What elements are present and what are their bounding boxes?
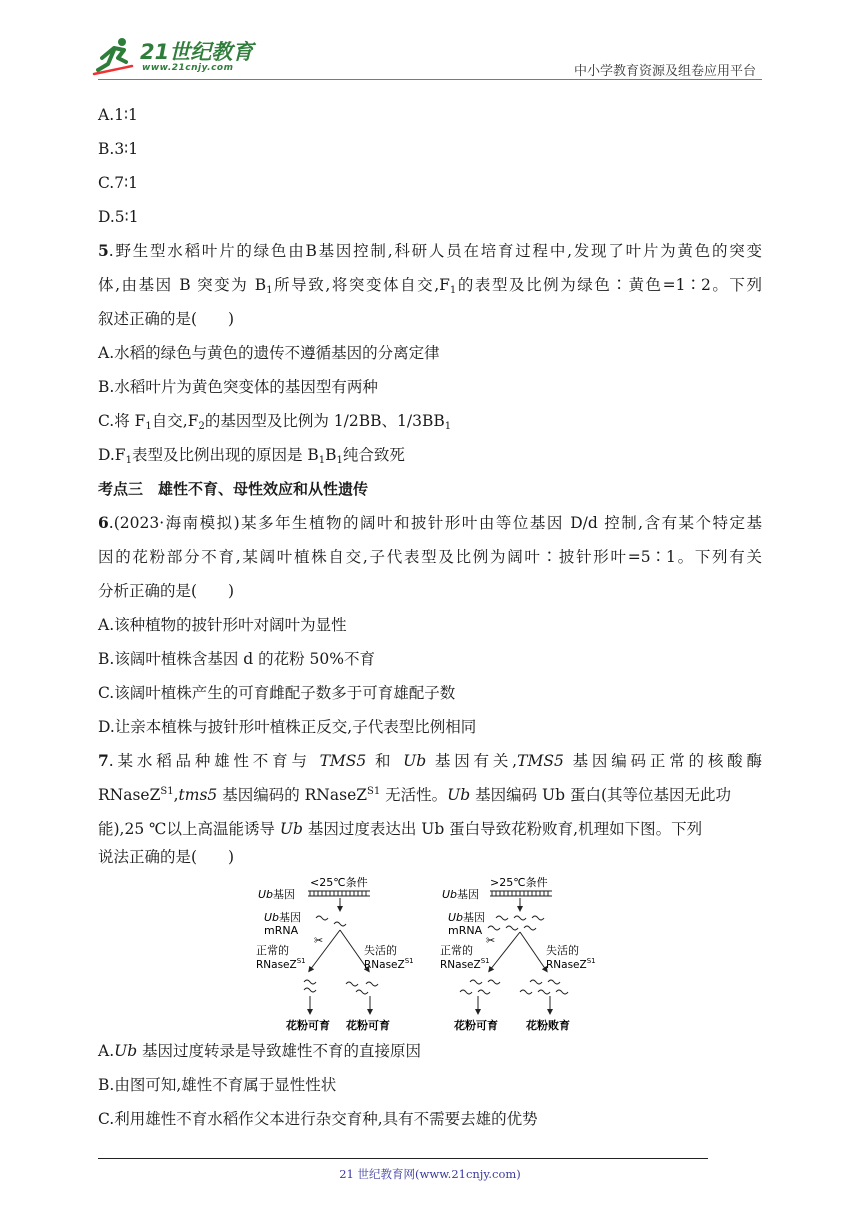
- q5-d-3: B: [325, 446, 337, 464]
- right-inactive-sup: S1: [586, 957, 596, 965]
- q5-sub-b1: 1: [266, 285, 273, 296]
- q5-c-2: 自交,F: [151, 412, 199, 430]
- left-gene-name: Ub: [258, 888, 274, 901]
- left-mrna-gene-label: [264, 910, 301, 924]
- q7-a-2: Ub: [114, 1042, 138, 1060]
- left-normal-label-1: 正常的: [256, 944, 289, 957]
- runner-logo-icon: [92, 36, 138, 76]
- q5-text-2e: 的表型及比例为绿色∶黄色=1∶2。下列: [456, 276, 762, 294]
- header-divider: [98, 79, 762, 80]
- q5-c-sub3: 1: [444, 421, 452, 432]
- q7-t2c: ,: [173, 786, 179, 804]
- diagram-right-panel: [440, 875, 596, 1032]
- q7-stem-line-2: [98, 784, 762, 806]
- right-normal-enzyme: RNaseZ: [440, 959, 481, 971]
- left-fragments-icon: [304, 980, 378, 994]
- q7-t2d: tms5: [178, 786, 218, 804]
- right-dna-icon: [490, 891, 552, 896]
- q7-t2e: 基因编码的 RNaseZ: [217, 786, 368, 804]
- left-inactive-enzyme: RNaseZ: [364, 959, 405, 971]
- right-gene-label: [442, 887, 479, 901]
- q7-stem-line-4: 说法正确的是( ): [98, 848, 235, 866]
- q5-d-sub1: 1: [125, 455, 132, 466]
- q4-option-c: C.7∶1: [98, 174, 138, 192]
- q7-option-a: [98, 1040, 762, 1062]
- left-mrna-gene: Ub: [264, 911, 280, 924]
- q5-option-d: [98, 444, 762, 466]
- q5-text-1: .野生型水稻叶片的绿色由B基因控制,科研人员在培育过程中,发现了叶片为黄色的突变: [108, 242, 762, 260]
- header-platform-name: 中小学教育资源及组卷应用平台: [573, 64, 756, 79]
- left-normal-enzyme: RNaseZ: [256, 959, 297, 971]
- q5-stem-line-2: [98, 274, 762, 296]
- q5-stem-line-3: 叙述正确的是( ): [98, 310, 235, 328]
- left-normal-label-2: [256, 957, 306, 971]
- site-logo: [92, 36, 262, 76]
- right-inactive-enzyme: RNaseZ: [546, 959, 587, 971]
- q5-d-sub2: 1: [318, 455, 326, 466]
- left-inactive-sup: S1: [404, 957, 414, 965]
- right-mrna-suffix: 基因: [463, 911, 486, 924]
- q7-t1b: TMS5: [319, 752, 367, 770]
- q7-number: 7: [98, 751, 109, 770]
- q5-option-b: B.水稻叶片为黄色突变体的基因型有两种: [98, 378, 378, 396]
- q7-option-b: B.由图可知,雄性不育属于显性性状: [98, 1076, 337, 1094]
- footer-divider: [98, 1158, 708, 1159]
- right-mrna-gene-label: [448, 910, 485, 924]
- q7-t1a: .某水稻品种雄性不育与: [108, 752, 311, 770]
- mechanism-diagram: [248, 872, 618, 1037]
- q6-text-1: .(2023·海南模拟)某多年生植物的阔叶和披针形叶由等位基因 D/d 控制,含有某个特定基: [108, 514, 762, 532]
- left-mrna-wave-icon: [316, 916, 346, 926]
- left-condition-label: <25℃条件: [310, 876, 368, 889]
- q7-t2i: 基因编码 Ub 蛋白(其等位基因无此功: [470, 786, 731, 804]
- right-gene-name: Ub: [442, 888, 458, 901]
- left-result-normal: 花粉可育: [286, 1019, 330, 1032]
- right-scissors-icon: ✂: [486, 934, 496, 947]
- q6-option-a: A.该种植物的披针形叶对阔叶为显性: [98, 616, 347, 634]
- q7-sup-1: S1: [160, 786, 174, 797]
- q5-d-2: 表型及比例出现的原因是 B: [131, 446, 319, 464]
- left-inactive-label-2: [364, 957, 414, 971]
- right-mrna-label: mRNA: [448, 924, 483, 937]
- q5-c-sub2: 2: [198, 421, 205, 432]
- q6-stem-line-1: [98, 512, 762, 534]
- q6-option-c: C.该阔叶植株产生的可育雌配子数多于可育雄配子数: [98, 684, 456, 702]
- q6-number: 6: [98, 513, 109, 532]
- q5-stem-line-1: [98, 240, 762, 262]
- left-dna-icon: [308, 891, 370, 896]
- left-gene-suffix: 基因: [273, 888, 296, 901]
- q7-t1e: 基因有关,: [434, 752, 518, 770]
- logo-url: www.21cnjy.com: [142, 63, 234, 73]
- q7-stem-line-3: [98, 818, 762, 840]
- q7-a-1: A.: [98, 1042, 115, 1060]
- q5-option-a: A.水稻的绿色与黄色的遗传不遵循基因的分离定律: [98, 344, 440, 362]
- q7-t1d: Ub: [403, 752, 427, 770]
- q7-t1f: TMS5: [517, 752, 564, 770]
- q7-t3c: 基因过度表达出 Ub 蛋白导致花粉败育,机理如下图。下列: [302, 820, 703, 838]
- right-normal-label-2: [440, 957, 490, 971]
- left-scissors-icon: ✂: [314, 934, 324, 947]
- page-header: [0, 0, 860, 80]
- right-normal-sup: S1: [480, 957, 490, 965]
- q6-option-d: D.让亲本植株与披针形叶植株正反交,子代表型比例相同: [98, 718, 477, 736]
- q7-t2g: 无活性。: [380, 786, 448, 804]
- q5-d-4: 纯合致死: [342, 446, 405, 464]
- left-result-inactive: 花粉可育: [346, 1019, 390, 1032]
- right-inactive-label-2: [546, 957, 596, 971]
- q5-c-3: 的基因型及比例为 1/2BB、1/3BB: [204, 412, 445, 430]
- q4-option-a: A.1∶1: [98, 106, 138, 124]
- q5-sub-f1: 1: [449, 285, 457, 296]
- left-gene-label: [258, 887, 295, 901]
- footer-link[interactable]: 21 世纪教育网(www.21cnjy.com): [339, 1167, 521, 1181]
- right-gene-suffix: 基因: [457, 888, 480, 901]
- q7-t1c: 和: [375, 752, 395, 770]
- diagram-left-panel: [256, 875, 414, 1032]
- q7-t1g: 基因编码正常的核酸酶: [572, 752, 763, 770]
- left-mrna-label: mRNA: [264, 924, 299, 937]
- q7-a-3: 基因过度转录是导致雄性不育的直接原因: [137, 1042, 422, 1060]
- q6-option-b: B.该阔叶植株含基因 d 的花粉 50%不育: [98, 650, 375, 668]
- q5-option-c: [98, 410, 762, 432]
- right-normal-label-1: 正常的: [440, 944, 473, 957]
- q5-d-1: D.F: [98, 446, 126, 464]
- q5-d-sub3: 1: [336, 455, 343, 466]
- q7-option-c: C.利用雄性不育水稻作父本进行杂交育种,具有不需要去雄的优势: [98, 1110, 538, 1128]
- right-fragments-icon: [460, 980, 568, 994]
- q5-text-2c: 所导致,将突变体自交,F: [272, 276, 450, 294]
- q7-t2a: RNaseZ: [98, 786, 161, 804]
- q7-stem-line-1: [98, 750, 762, 772]
- left-normal-sup: S1: [296, 957, 306, 965]
- q6-stem-line-2: 因的花粉部分不育,某阔叶植株自交,子代表型及比例为阔叶∶披针形叶=5∶1。下列有关: [98, 548, 762, 566]
- q4-option-b: B.3∶1: [98, 140, 139, 158]
- right-mrna-wave-icon: [488, 916, 544, 930]
- q5-c-1: C.将 F: [98, 412, 146, 430]
- section-heading: 考点三 雄性不育、母性效应和从性遗传: [98, 480, 369, 498]
- q5-number: 5: [98, 241, 109, 260]
- right-result-normal: 花粉可育: [454, 1019, 498, 1032]
- right-inactive-label-1: 失活的: [546, 944, 579, 957]
- right-condition-label: >25℃条件: [490, 876, 548, 889]
- right-result-sterile: 花粉败育: [526, 1019, 570, 1032]
- left-inactive-label-1: 失活的: [364, 944, 397, 957]
- left-mrna-suffix: 基因: [279, 911, 302, 924]
- q7-t2h: Ub: [447, 786, 471, 804]
- q4-option-d: D.5∶1: [98, 208, 139, 226]
- q7-t3a: 能),25 ℃以上高温能诱导: [98, 820, 280, 838]
- logo-title: 21世纪教育: [140, 40, 254, 64]
- right-mrna-gene: Ub: [448, 911, 464, 924]
- q7-t3b: Ub: [279, 820, 303, 838]
- q5-text-2a: 体,由基因 B 突变为 B: [98, 276, 267, 294]
- q5-c-sub1: 1: [145, 421, 152, 432]
- q6-stem-line-3: 分析正确的是( ): [98, 582, 235, 600]
- q7-sup-2: S1: [367, 786, 381, 797]
